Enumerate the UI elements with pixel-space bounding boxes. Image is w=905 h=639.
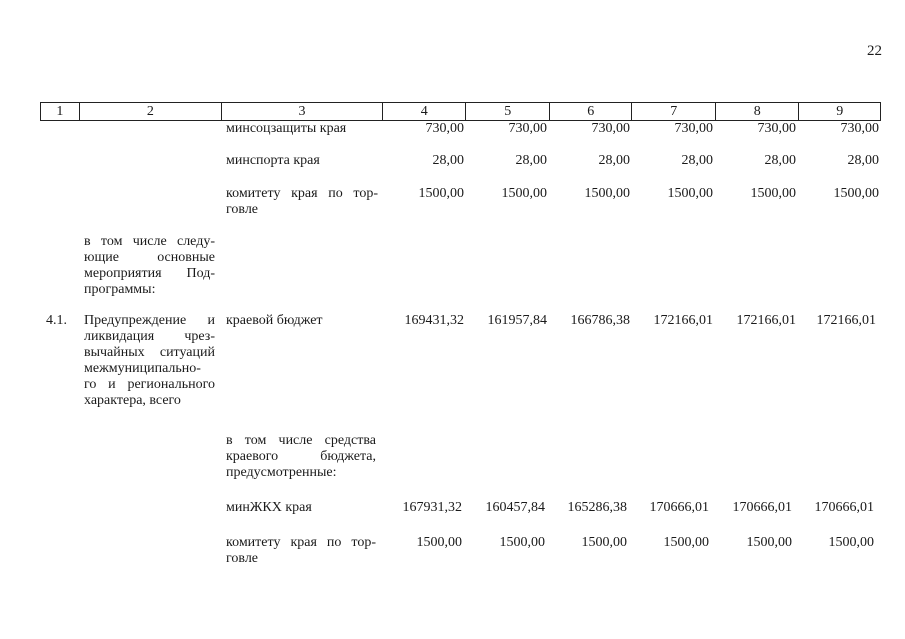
funding-source-line: комитету края по тор- xyxy=(226,535,376,550)
value-cell-col4: 28,00 xyxy=(432,153,464,168)
value-cell-col8: 170666,01 xyxy=(732,500,792,515)
column-header-5: 5 xyxy=(466,103,550,120)
activity-name-cell xyxy=(84,313,215,409)
column-header-9: 9 xyxy=(836,104,844,119)
value-cell-col7: 28,00 xyxy=(681,153,713,168)
activity-name-line: мероприятия Под- xyxy=(84,266,215,281)
value-cell-col9: 1500,00 xyxy=(833,186,879,201)
funding-source-line: краевого бюджета, xyxy=(226,449,376,464)
activity-name-line: го и регионального xyxy=(84,377,215,392)
funding-source-line: говле xyxy=(226,551,259,566)
funding-source-cell xyxy=(226,500,378,516)
value-cell-col6: 28,00 xyxy=(598,153,630,168)
activity-name-line: вычайных ситуаций xyxy=(84,345,215,360)
funding-source-cell xyxy=(226,313,378,329)
column-header-6: 6 xyxy=(550,103,633,120)
value-cell-col7: 1500,00 xyxy=(667,186,713,201)
activity-name-line: межмуниципально- xyxy=(84,361,201,376)
value-cell-col7: 172166,01 xyxy=(653,313,713,328)
value-cell-col5: 160457,84 xyxy=(485,500,545,515)
value-cell-col4: 167931,32 xyxy=(402,500,462,515)
value-cell-col7: 1500,00 xyxy=(663,535,709,550)
value-cell-col6: 730,00 xyxy=(591,121,630,136)
funding-source-cell xyxy=(226,535,376,567)
value-cell-col7: 730,00 xyxy=(674,121,713,136)
value-cell-col5: 1500,00 xyxy=(499,535,545,550)
value-cell-col4: 1500,00 xyxy=(418,186,464,201)
value-cell-col4: 1500,00 xyxy=(416,535,462,550)
activity-name-line: в том числе следу- xyxy=(84,234,215,249)
column-header-3: 3 xyxy=(222,103,383,120)
funding-source-line: комитету края по тор- xyxy=(226,186,378,201)
value-cell-col9: 730,00 xyxy=(840,121,879,136)
funding-source-line: минспорта края xyxy=(226,153,320,168)
item-number: 4.1. xyxy=(46,313,67,328)
funding-source-cell xyxy=(226,121,378,137)
value-cell-col7: 170666,01 xyxy=(649,500,709,515)
funding-source-cell xyxy=(226,153,378,169)
column-header-2: 2 xyxy=(80,103,222,120)
funding-source-line: в том числе средства xyxy=(226,433,376,448)
table-header-row xyxy=(40,102,881,121)
value-cell-col6: 1500,00 xyxy=(584,186,630,201)
funding-source-line: краевой бюджет xyxy=(226,313,323,328)
value-cell-col9: 172166,01 xyxy=(816,313,876,328)
value-cell-col8: 28,00 xyxy=(764,153,796,168)
funding-source-line: минсоцзащиты края xyxy=(226,121,347,136)
value-cell-col9: 170666,01 xyxy=(814,500,874,515)
value-cell-col5: 730,00 xyxy=(508,121,547,136)
funding-source-line: минЖКХ края xyxy=(226,500,312,515)
value-cell-col5: 161957,84 xyxy=(487,313,547,328)
value-cell-col5: 28,00 xyxy=(515,153,547,168)
column-header-8: 8 xyxy=(716,103,800,120)
value-cell-col4: 730,00 xyxy=(425,121,464,136)
activity-name-line: ликвидация чрез- xyxy=(84,329,215,344)
activity-name-line: ющие основные xyxy=(84,250,215,265)
value-cell-col5: 1500,00 xyxy=(501,186,547,201)
value-cell-col6: 1500,00 xyxy=(581,535,627,550)
funding-source-cell xyxy=(226,186,378,218)
column-header-4: 4 xyxy=(383,103,467,120)
column-header-1: 1 xyxy=(41,103,80,120)
value-cell-col9: 28,00 xyxy=(847,153,879,168)
activity-name-line: характера, всего xyxy=(84,393,181,408)
funding-source-cell xyxy=(226,433,376,481)
value-cell-col6: 165286,38 xyxy=(567,500,627,515)
value-cell-col6: 166786,38 xyxy=(570,313,630,328)
page-number: 22 xyxy=(867,43,882,59)
value-cell-col4: 169431,32 xyxy=(404,313,464,328)
activity-name-line: Предупреждение и xyxy=(84,313,215,328)
activity-name-line: программы: xyxy=(84,282,156,297)
value-cell-col8: 172166,01 xyxy=(736,313,796,328)
funding-source-line: предусмотренные: xyxy=(226,465,337,480)
value-cell-col8: 730,00 xyxy=(757,121,796,136)
value-cell-col8: 1500,00 xyxy=(746,535,792,550)
funding-source-line: говле xyxy=(226,202,259,217)
activity-name-cell xyxy=(84,234,215,298)
value-cell-col9: 1500,00 xyxy=(828,535,874,550)
column-header-7: 7 xyxy=(632,103,716,120)
value-cell-col8: 1500,00 xyxy=(750,186,796,201)
